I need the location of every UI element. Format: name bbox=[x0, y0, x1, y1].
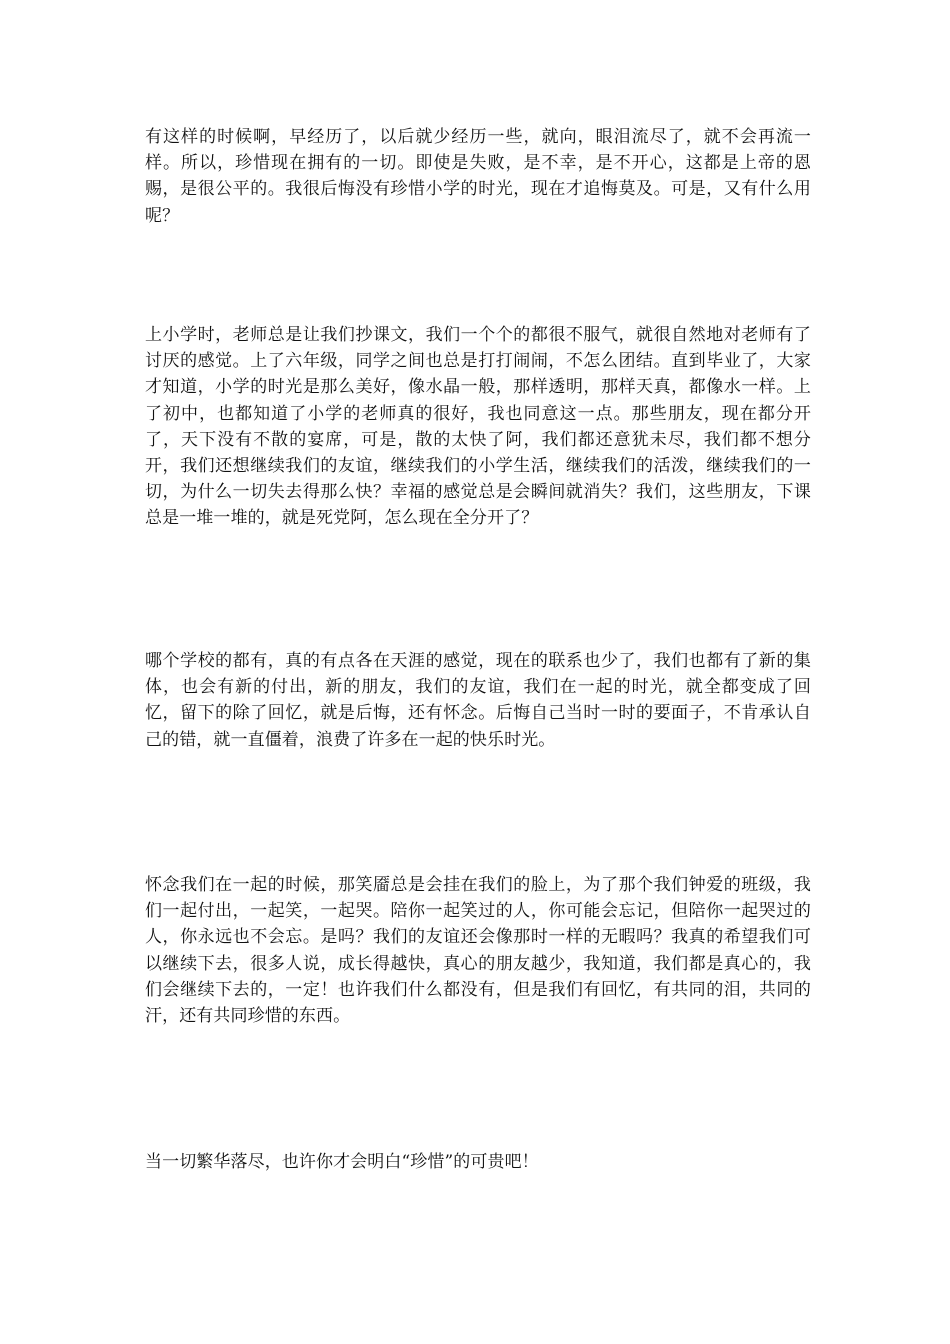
paragraph-cherish-present: 有这样的时候啊，早经历了，以后就少经历一些，就向，眼泪流尽了，就不会再流一样。所以，珍惜现在拥有的一切。即使是失败，是不幸，是不开心，这都是上帝的恩赐，是很公平的。我很后悔没有珍惜小学的时光，现在才追悔莫及。可是，又有什么用呢？ bbox=[145, 127, 811, 226]
paragraph-closing: 当一切繁华落尽，也许你才会明白“珍惜”的可贵吧！ bbox=[145, 1152, 539, 1172]
paragraph-primary-school: 上小学时，老师总是让我们抄课文，我们一个个的都很不服气，就很自然地对老师有了讨厌的感觉。上了六年级，同学之间也总是打打闹闹，不怎么团结。直到毕业了，大家才知道，小学的时光是那么美好，像水晶一般，那样透明，那样天真，都像水一样。上了初中，也都知道了小学的老师真的很好，我也同意这一点。那些朋友，现在都分开了，天下没有不散的宴席，可是，散的太快了阿，我们都还意犹未尽，我们都不想分开，我们还想继续我们的友谊，继续我们的小学生活，继续我们的活泼，继续我们的一切，为什么一切失去得那么快？幸福的感觉总是会瞬间就消失？我们，这些朋友，下课总是一堆一堆的，就是死党阿，怎么现在全分开了？ bbox=[145, 325, 811, 529]
paragraph-memories-together: 怀念我们在一起的时候，那笑靥总是会挂在我们的脸上，为了那个我们钟爱的班级，我们一起付出，一起笑，一起哭。陪你一起笑过的人，你可能会忘记，但陪你一起哭过的人，你永远也不会忘。是吗？我们的友谊还会像那时一样的无暇吗？我真的希望我们可以继续下去，很多人说，成长得越快，真心的朋友越少，我知道，我们都是真心的，我们会继续下去的，一定！也许我们什么都没有，但是我们有回忆，有共同的泪，共同的汗，还有共同珍惜的东西。 bbox=[145, 875, 811, 1027]
paragraph-separated-schools: 哪个学校的都有，真的有点各在天涯的感觉，现在的联系也少了，我们也都有了新的集体，也会有新的付出，新的朋友，我们的友谊，我们在一起的时光，就全都变成了回忆，留下的除了回忆，就是后悔，还有怀念。后悔自己当时一时的要面子，不肯承认自己的错，就一直僵着，浪费了许多在一起的快乐时光。 bbox=[145, 651, 811, 750]
